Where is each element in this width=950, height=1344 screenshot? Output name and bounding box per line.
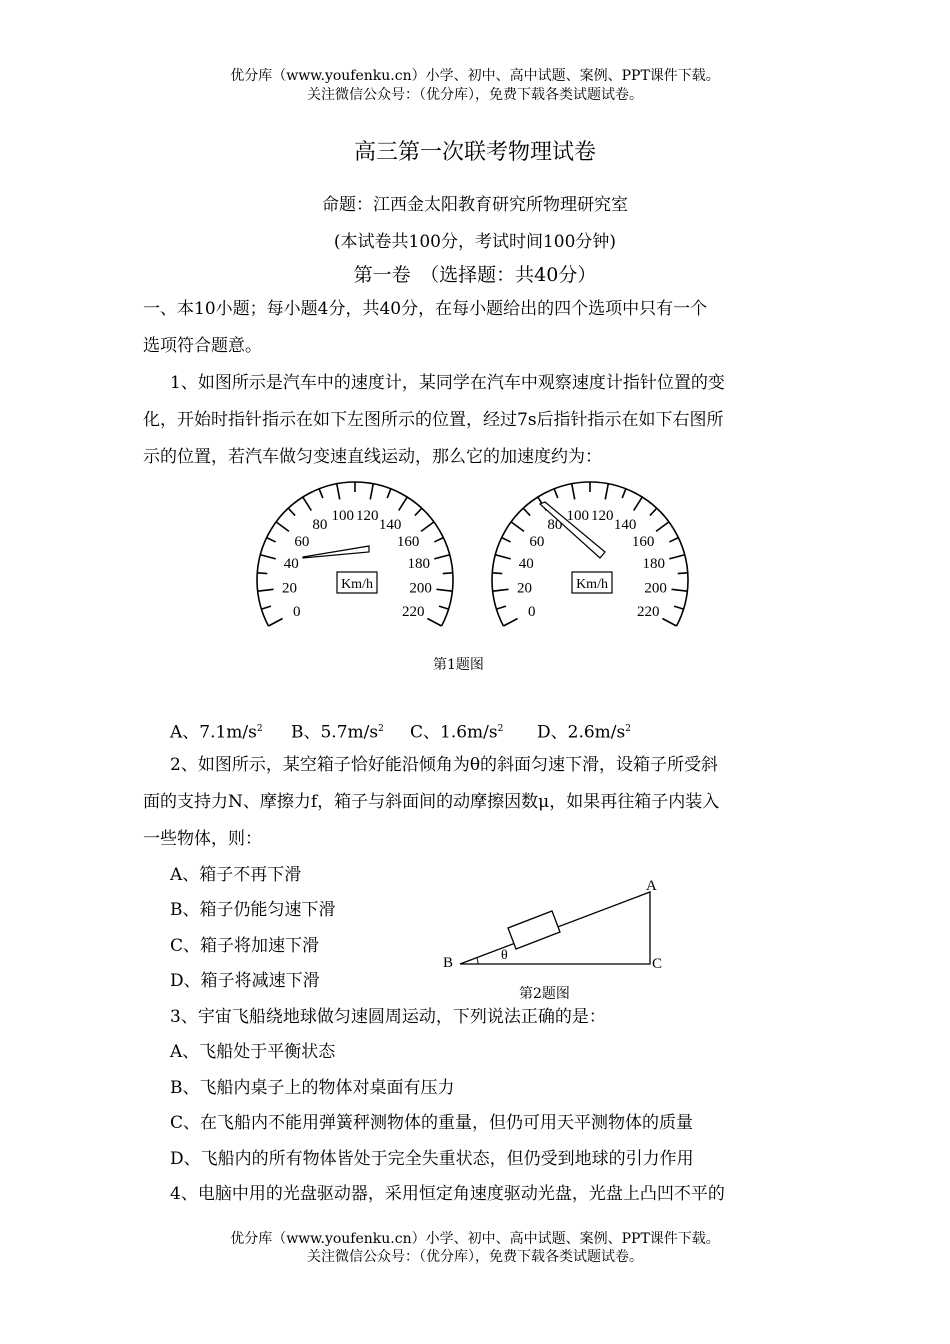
gauge-tick [669,538,678,542]
gauge-tick [267,538,276,542]
q2-option-c: C、箱子将加速下滑 [170,936,320,956]
gauge-tick [303,497,312,511]
label-a: A [646,878,657,894]
box [508,911,560,949]
gauge-label-20: 20 [281,580,297,597]
gauge-label-120: 120 [356,508,379,525]
gauge-tick [427,618,441,626]
speedometer-left [257,482,453,626]
gauge-label-80: 80 [547,517,563,534]
gauge-tick [421,522,434,531]
q4-line: 4、电脑中用的光盘驱动器，采用恒定角速度驱动光盘，光盘上凸凹不平的 [170,1184,725,1204]
gauge-tick [634,497,643,511]
gauge-tick [261,606,271,609]
gauge-tick [257,573,267,574]
gauge-label-100: 100 [566,508,589,525]
gauge-tick [493,589,509,591]
gauge-label-140: 140 [613,517,637,534]
section-intro-line-1: 一、本10小题；每小题4分，共40分，在每小题给出的四个选项中只有一个 [143,299,708,319]
q3-option-b: B、飞船内桌子上的物体对桌面有压力 [170,1078,455,1098]
gauge-unit: Km/h [341,577,373,592]
q3-line: 3、宇宙飞船绕地球做匀速圆周运动，下列说法正确的是： [170,1007,606,1027]
gauge-label-0: 0 [292,603,301,620]
gauge-label-140: 140 [378,517,402,534]
speedometer-right [492,482,688,626]
speedometer-figure [240,470,710,640]
footer-line-1: 优分库（www.youfenku.cn）小学、初中、高中试题、案例、PPT课件下载。 [230,1231,720,1247]
gauge-tick [605,484,608,500]
gauge-tick [443,573,453,574]
gauge-tick [502,538,511,542]
gauge-tick [268,618,282,626]
q2-option-d: D、箱子将减速下滑 [170,971,320,991]
q3-option-d: D、飞船内的所有物体皆处于完全失重状态，但仍受到地球的引力作用 [170,1149,694,1169]
gauge-label-180: 180 [407,556,431,573]
label-b: B [443,955,454,971]
gauge-label-220: 220 [637,603,660,620]
gauge-tick [572,484,575,500]
gauge-tick [622,489,626,498]
gauge-tick [503,618,517,626]
gauge-tick [523,508,530,515]
author-line: 命题：江西金太阳教育研究所物理研究室 [322,195,628,215]
label-theta: θ [501,948,508,963]
gauge-label-200: 200 [644,580,667,597]
gauge-label-200: 200 [409,580,432,597]
q1-option-a: A、$7.1m/s^2$ [170,722,263,743]
q2-line-1: 2、如图所示，某空箱子恰好能沿倾角为θ的斜面匀速下滑，设箱子所受斜 [170,755,719,775]
gauge-label-20: 20 [516,580,532,597]
gauge-unit: Km/h [576,577,608,592]
q3-option-a: A、飞船处于平衡状态 [170,1042,336,1062]
q2-figure-caption: 第2题图 [519,986,570,1002]
gauge-label-160: 160 [631,533,655,550]
gauge-tick [319,489,323,498]
q3-option-c: C、在飞船内不能用弹簧秤测物体的重量，但仍可用天平测物体的质量 [170,1113,694,1133]
gauge-tick [288,508,295,515]
gauge-tick [656,522,669,531]
gauge-tick [399,497,408,511]
gauge-tick [276,522,289,531]
q1-line-1: 1、如图所示是汽车中的速度计，某同学在汽车中观察速度计指针位置的变 [170,373,725,393]
gauge-tick [671,589,687,591]
gauge-tick [662,618,676,626]
gauge-tick [678,573,688,574]
gauge-tick [436,589,452,591]
q1-line-3: 示的位置，若汽车做匀变速直线运动，那么它的加速度约为： [143,447,602,467]
gauge-tick [415,508,422,515]
gauge-tick [669,555,684,559]
q2-line-3: 一些物体，则： [143,829,262,849]
gauge-tick [387,489,391,498]
gauge-label-80: 80 [312,517,328,534]
gauge-tick [434,538,443,542]
gauge-needle [303,546,369,558]
q1-option-d: D、$2.6m/s^2$ [537,722,631,743]
header-line-1: 优分库（www.youfenku.cn）小学、初中、高中试题、案例、PPT课件下载。 [230,68,720,84]
gauge-label-220: 220 [402,603,425,620]
page-title: 高三第一次联考物理试卷 [353,140,596,165]
gauge-label-60: 60 [529,533,545,550]
q1-line-2: 化，开始时指针指示在如下左图所示的位置，经过7s后指针指示在如下右图所 [143,410,724,430]
q1-figure-caption: 第1题图 [433,657,484,673]
gauge-label-60: 60 [294,533,310,550]
gauge-tick [495,555,510,559]
q2-option-a: A、箱子不再下滑 [170,865,302,885]
gauge-label-160: 160 [396,533,420,550]
gauge-tick [439,606,449,609]
angle-arc [477,958,478,964]
q1-option-c: C、$1.6m/s^2$ [410,722,504,743]
label-c: C [652,956,663,972]
q2-option-b: B、箱子仍能匀速下滑 [170,900,336,920]
gauge-tick [496,606,506,609]
gauge-label-180: 180 [642,556,666,573]
gauge-tick [258,589,274,591]
gauge-label-40: 40 [518,556,534,573]
part-title: 第一卷 （选择题：共40分） [353,264,597,286]
q2-line-2: 面的支持力N、摩擦力f，箱子与斜面间的动摩擦因数μ，如果再往箱子内装入 [143,792,720,812]
section-intro-line-2: 选项符合题意。 [143,336,262,356]
gauge-tick [554,489,558,498]
exam-info: (本试卷共100分，考试时间100分钟) [333,232,617,252]
gauge-tick [337,484,340,500]
incline-figure [430,870,680,980]
gauge-label-40: 40 [283,556,299,573]
gauge-tick [674,606,684,609]
gauge-tick [650,508,657,515]
gauge-label-120: 120 [591,508,614,525]
gauge-label-100: 100 [331,508,354,525]
header-line-2: 关注微信公众号：（优分库），免费下载各类试题试卷。 [307,87,643,103]
gauge-tick [434,555,449,559]
gauge-tick [260,555,275,559]
gauge-tick [511,522,524,531]
footer-line-2: 关注微信公众号：（优分库），免费下载各类试题试卷。 [307,1249,643,1265]
gauge-label-0: 0 [527,603,536,620]
q1-option-b: B、$5.7m/s^2$ [291,722,384,743]
gauge-tick [492,573,502,574]
gauge-tick [370,484,373,500]
